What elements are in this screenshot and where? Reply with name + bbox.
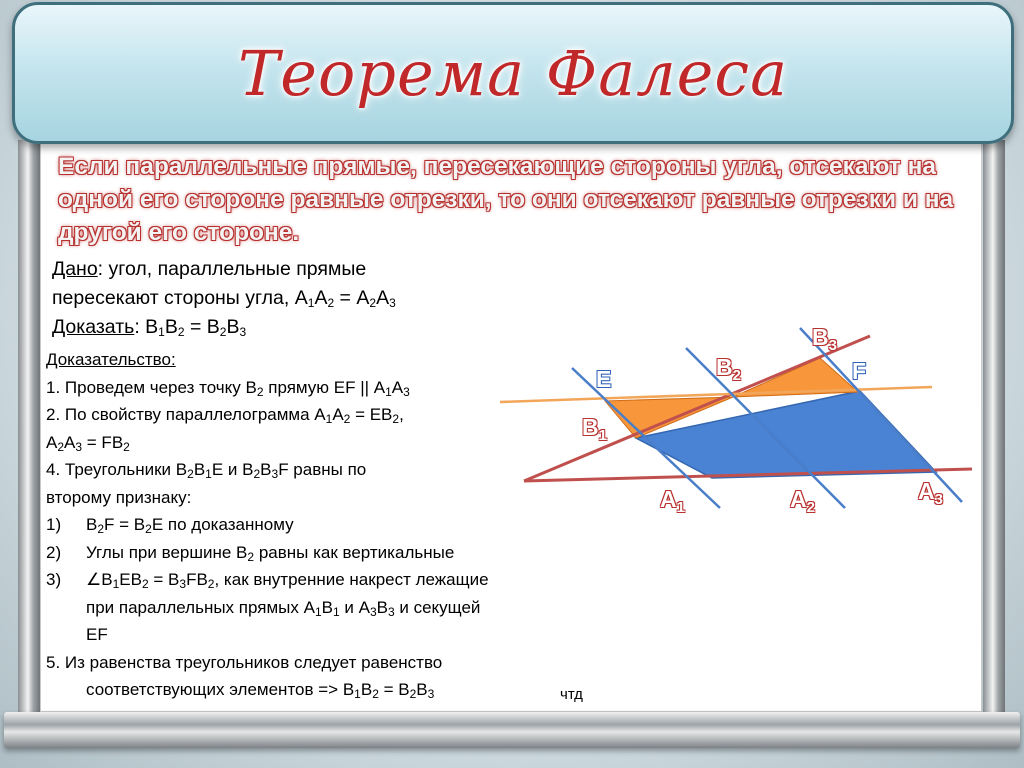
- proof-step-4: 4. Треугольники $В_2В_1E$ и $В_2В_3F$ равны по: [46, 460, 367, 481]
- given-line-2: пересекают стороны угла, $А_1А_2 = А_2А_3$: [52, 287, 396, 310]
- thales-diagram: [500, 318, 980, 528]
- given-line-1: Дано: угол, параллельные прямые: [52, 258, 367, 280]
- right-pillar: [983, 140, 1005, 720]
- label-e: E: [596, 366, 612, 392]
- proof-sub-3-cont2: EF: [86, 625, 108, 644]
- proof-step-1: 1. Проведем через точку $В_2$ прямую EF || $А_1А_3$: [46, 377, 410, 399]
- proof-sub-1: 1) $В_2F = В_2E$ по доказанному: [46, 515, 294, 536]
- prove-line: Доказать: $В_1В_2 = В_2В_3$: [52, 316, 247, 339]
- angle-symbol-icon: ∠: [86, 570, 102, 589]
- proof-step-2: 2. По свойству параллелограмма $А_1А_2 = EВ_2$,: [46, 405, 404, 426]
- diagram-svg: [500, 318, 980, 528]
- proof-step-5-cont: соответствующих элементов => $В_1В_2 = В_2В_3$: [86, 680, 435, 701]
- proof-sub-3: 3) $\angle В_1EВ_2 = В_3FВ_2$, как внутренние накрест лежащие: [46, 570, 489, 591]
- label-a3: $A_3$: [918, 478, 943, 508]
- proof-step-2-cont: $А_2А_3 = FВ_2$: [46, 432, 130, 454]
- slide-title: Теорема Фалеса: [237, 36, 789, 110]
- label-a1: $A_1$: [660, 486, 685, 516]
- title-banner: [12, 2, 1014, 144]
- given-block: [52, 255, 522, 342]
- board-ledge: [4, 712, 1020, 748]
- proof-sub-3-cont: при параллельных прямых $А_1В_1$ и $А_3В_3$ и секущей: [86, 597, 481, 619]
- label-f: F: [852, 358, 867, 384]
- label-b3: $B_3$: [812, 324, 837, 354]
- label-b2: $B_2$: [716, 354, 741, 384]
- proof-step-5: 5. Из равенства треугольников следует равенство: [46, 652, 443, 672]
- left-pillar: [18, 140, 40, 720]
- proof-title: Доказательство:: [46, 350, 176, 369]
- label-b1: $B_1$: [582, 414, 607, 444]
- label-a2: $A_2$: [790, 486, 815, 516]
- theorem-statement: Если параллельные прямые, пересекающие стороны угла, отсекают на одной его стороне равные отрезки, то они отсекают равные отрезки и на другой его стороне.: [58, 153, 954, 246]
- qed-mark: чтд: [560, 686, 583, 703]
- proof-sub-2: 2) Углы при вершине $В_2$ равны как вертикальные: [46, 542, 455, 564]
- proof-step-4-cont: второму признаку:: [46, 487, 192, 507]
